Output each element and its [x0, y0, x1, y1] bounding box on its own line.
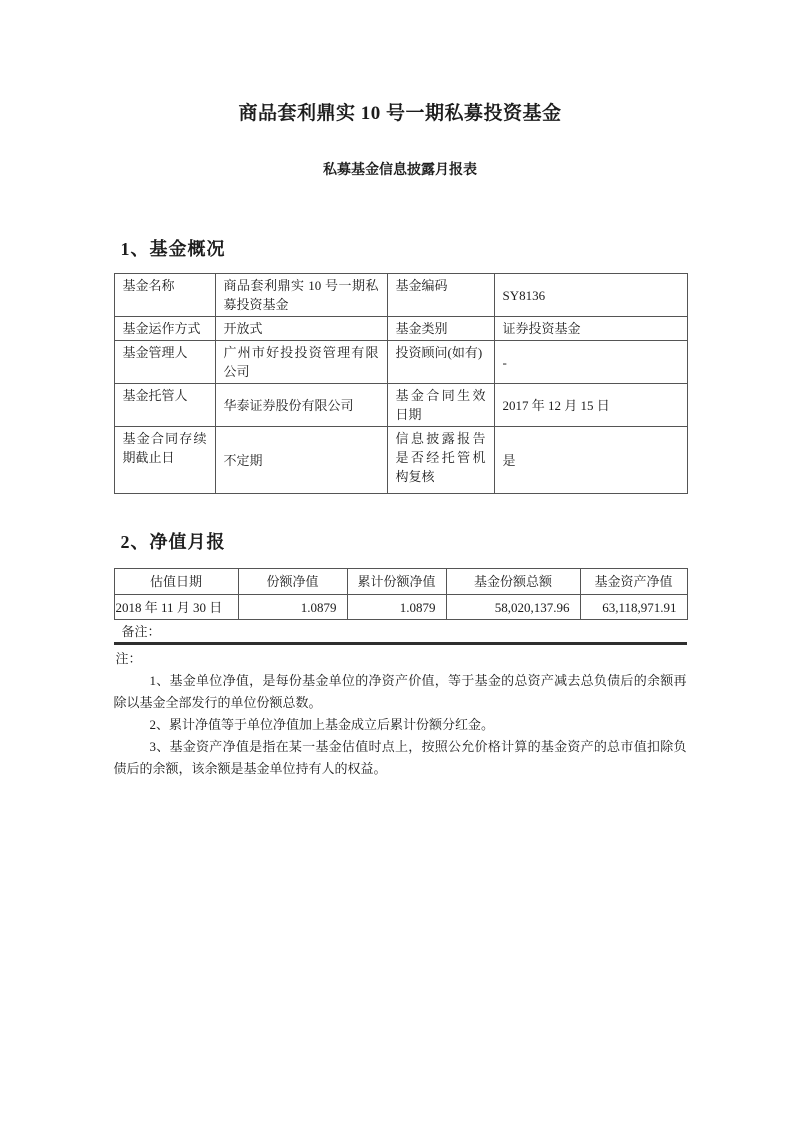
investment-advisor-label: 投资顾问(如有)	[387, 341, 494, 384]
fund-manager-value: 广州市好投投资管理有限公司	[215, 341, 387, 384]
valuation-date-value: 2018 年 11 月 30 日	[114, 595, 238, 620]
section-heading-fund-overview: 1、基金概况	[120, 239, 226, 259]
cumulative-nav-value: 1.0879	[347, 595, 446, 620]
operation-mode-label: 基金运作方式	[114, 317, 215, 341]
table-row	[114, 595, 687, 620]
note-item: 1、基金单位净值，是每份基金单位的净资产价值，等于基金的总资产减去总负债后的余额再除以基金全部发行的单位份额总数。	[113, 673, 687, 710]
document-title: 商品套利鼎实 10 号一期私募投资基金	[238, 103, 562, 124]
fund-name-label: 基金名称	[114, 274, 215, 317]
nav-per-share-header: 份额净值	[238, 569, 347, 595]
table-header-row	[114, 569, 687, 595]
fund-overview-table	[114, 273, 688, 494]
fund-code-value: SY8136	[494, 274, 687, 317]
custodian-value: 华泰证券股份有限公司	[215, 384, 387, 427]
custodian-label: 基金托管人	[114, 384, 215, 427]
contract-expiry-value: 不定期	[215, 427, 387, 494]
nav-per-share-value: 1.0879	[238, 595, 347, 620]
total-shares-header: 基金份额总额	[446, 569, 580, 595]
document-subtitle: 私募基金信息披露月报表	[323, 163, 477, 178]
custodian-review-value: 是	[494, 427, 687, 494]
operation-mode-value: 开放式	[215, 317, 387, 341]
nav-monthly-table	[114, 568, 688, 620]
cumulative-nav-header: 累计份额净值	[347, 569, 446, 595]
total-shares-value: 58,020,137.96	[446, 595, 580, 620]
table-row	[114, 341, 687, 384]
fund-type-value: 证券投资基金	[494, 317, 687, 341]
section-heading-nav-report: 2、净值月报	[120, 532, 226, 552]
fund-name-value: 商品套利鼎实 10 号一期私募投资基金	[215, 274, 387, 317]
valuation-date-header: 估值日期	[114, 569, 238, 595]
notes-section	[114, 648, 687, 780]
table-row	[114, 317, 687, 341]
remark-row: 备注：	[114, 620, 687, 645]
total-net-assets-header: 基金资产净值	[580, 569, 687, 595]
total-net-assets-value: 63,118,971.91	[580, 595, 687, 620]
note-item: 3、基金资产净值是指在某一基金估值时点上，按照公允价格计算的基金资产的总市值扣除负债后的余额，该余额是基金单位持有人的权益。	[113, 739, 687, 776]
investment-advisor-value: -	[494, 341, 687, 384]
notes-label: 注：	[115, 651, 142, 666]
contract-expiry-label: 基金合同存续期截止日	[114, 427, 215, 494]
fund-manager-label: 基金管理人	[114, 341, 215, 384]
fund-type-label: 基金类别	[387, 317, 494, 341]
document-page	[114, 0, 687, 780]
fund-code-label: 基金编码	[387, 274, 494, 317]
custodian-review-label: 信息披露报告是否经托管机构复核	[387, 427, 494, 494]
table-row	[114, 274, 687, 317]
contract-effective-date-value: 2017 年 12 月 15 日	[494, 384, 687, 427]
contract-effective-date-label: 基金合同生效日期	[387, 384, 494, 427]
note-item: 2、累计净值等于单位净值加上基金成立后累计份额分红金。	[149, 717, 495, 732]
table-row	[114, 384, 687, 427]
table-row	[114, 427, 687, 494]
